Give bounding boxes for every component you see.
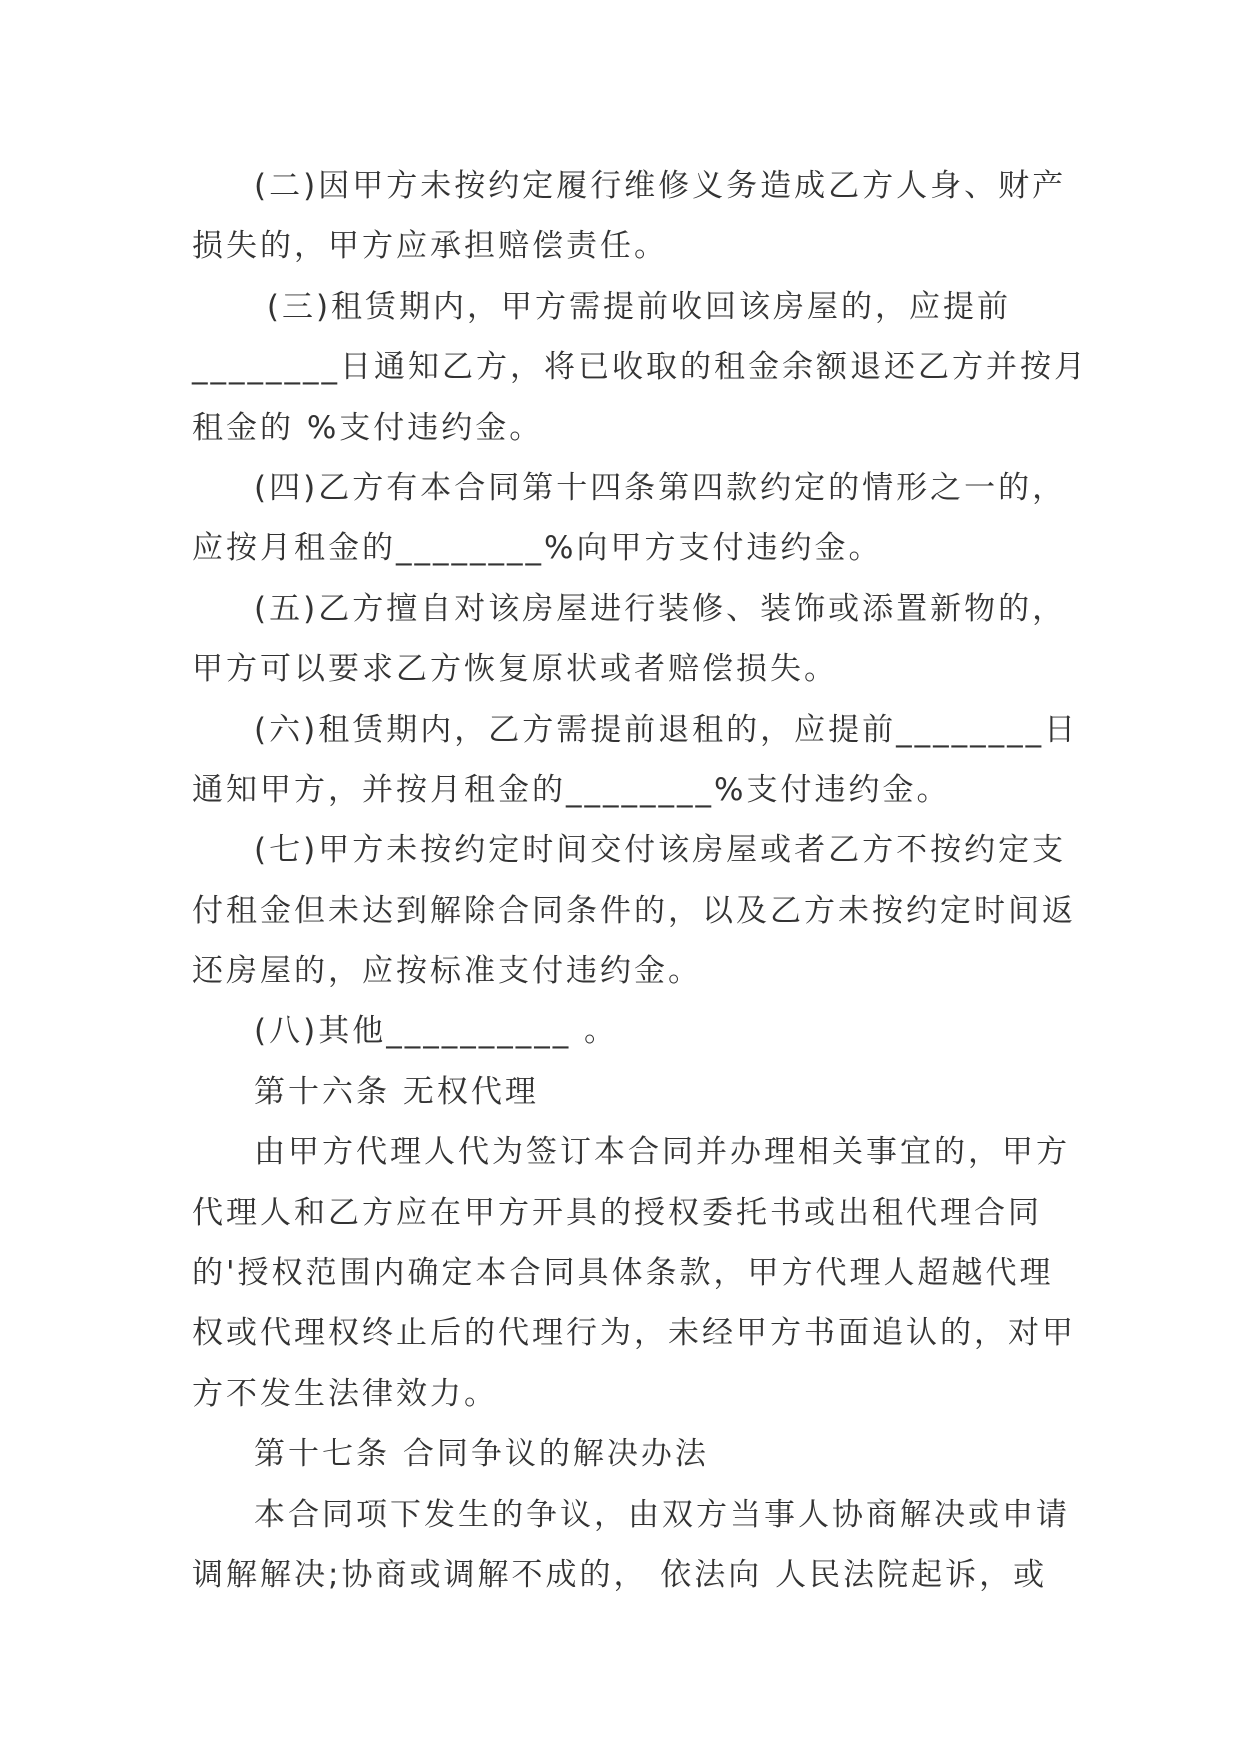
paragraph-line: (五)乙方擅自对该房屋进行装修、装饰或添置新物的， bbox=[254, 590, 1067, 627]
paragraph-line: 本合同项下发生的争议，由双方当事人协商解决或申请 bbox=[254, 1496, 1070, 1533]
paragraph-line: (二)因甲方未按约定履行维修义务造成乙方人身、财产 bbox=[254, 168, 1067, 204]
paragraph-line: ________日通知乙方，将已收取的租金余额退还乙方并按月 bbox=[192, 349, 1088, 386]
paragraph-line: (七)甲方未按约定时间交付该房屋或者乙方不按约定支 bbox=[254, 832, 1067, 869]
paragraph-line: (四)乙方有本合同第十四条第四款约定的情形之一的， bbox=[254, 469, 1067, 506]
paragraph-line: (三)租赁期内，甲方需提前收回该房屋的，应提前 bbox=[254, 288, 1012, 325]
paragraph-line: (八)其他__________ 。 bbox=[254, 1013, 619, 1050]
section-heading: 第十七条 合同争议的解决办法 bbox=[254, 1436, 709, 1473]
paragraph-line: 调解解决;协商或调解不成的， 依法向 人民法院起诉，或 bbox=[192, 1556, 1048, 1593]
paragraph-line: 应按月租金的________%向甲方支付违约金。 bbox=[192, 530, 883, 567]
paragraph-line: 的'授权范围内确定本合同具体条款，甲方代理人超越代理 bbox=[192, 1255, 1054, 1292]
paragraph-line: 还房屋的，应按标准支付违约金。 bbox=[192, 953, 702, 990]
section-heading: 第十六条 无权代理 bbox=[254, 1073, 539, 1110]
contract-text bbox=[192, 156, 1088, 1605]
paragraph-line: 损失的，甲方应承担赔偿责任。 bbox=[192, 228, 668, 265]
paragraph-line: (六)租赁期内，乙方需提前退租的，应提前________日 bbox=[254, 711, 1079, 748]
paragraph-line: 代理人和乙方应在甲方开具的授权委托书或出租代理合同 bbox=[192, 1194, 1042, 1231]
paragraph-line: 方不发生法律效力。 bbox=[192, 1375, 498, 1412]
paragraph-line: 权或代理权终止后的代理行为，未经甲方书面追认的，对甲 bbox=[192, 1315, 1076, 1352]
paragraph-line: 由甲方代理人代为签订本合同并办理相关事宜的，甲方 bbox=[254, 1134, 1070, 1171]
paragraph-line: 通知甲方，并按月租金的________%支付违约金。 bbox=[192, 771, 951, 808]
paragraph-line: 租金的 %支付违约金。 bbox=[192, 409, 544, 446]
paragraph-line: 甲方可以要求乙方恢复原状或者赔偿损失。 bbox=[192, 651, 838, 688]
paragraph-line: 付租金但未达到解除合同条件的，以及乙方未按约定时间返 bbox=[192, 892, 1076, 929]
